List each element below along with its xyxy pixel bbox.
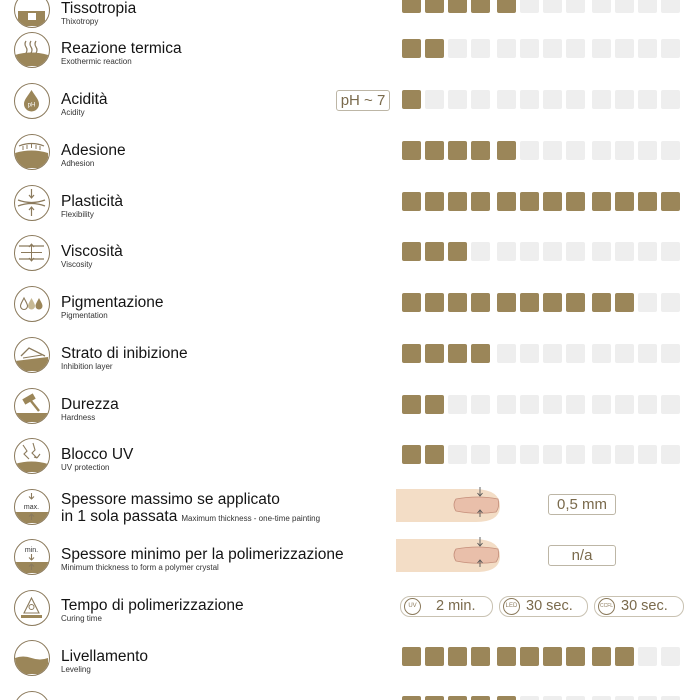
rating-cell-empty <box>592 0 611 13</box>
property-row-flexibility <box>0 182 700 232</box>
rating-cell-empty <box>638 445 657 464</box>
rating-cell-filled <box>543 192 562 211</box>
uv-time: 2 min. <box>436 598 476 614</box>
rating-cell-empty <box>661 445 680 464</box>
rating-cell-filled <box>543 293 562 312</box>
drops-icon <box>14 286 50 322</box>
rating-cell-filled <box>615 647 634 666</box>
rating-cell-empty <box>543 696 562 700</box>
rating-cell-filled <box>425 344 444 363</box>
rating-cell-empty <box>566 90 585 109</box>
rating-cell-empty <box>615 39 634 58</box>
flexibility-icon <box>14 185 50 221</box>
rating-cell-empty <box>566 0 585 13</box>
rating-cell-filled <box>471 647 490 666</box>
rating-cell-filled <box>425 39 444 58</box>
rating-cell-filled <box>402 242 421 261</box>
property-subtitle: Inhibition layer <box>61 362 113 371</box>
rating-cell-filled <box>497 141 516 160</box>
rating-cell-filled <box>448 0 467 13</box>
rating-cell-empty <box>448 90 467 109</box>
rating-cell-filled <box>497 293 516 312</box>
rating-cell-empty <box>661 141 680 160</box>
rating-cell-empty <box>497 90 516 109</box>
rating-cell-empty <box>520 696 539 700</box>
min-thickness-icon <box>14 539 50 575</box>
lamp-icon <box>14 590 50 626</box>
rating-cell-empty <box>615 90 634 109</box>
property-subtitle: Minimum thickness to form a polymer crystal <box>61 563 219 572</box>
uv-badge: UV <box>404 598 421 615</box>
ph-drop-icon <box>14 83 50 119</box>
property-subtitle: UV protection <box>61 463 110 472</box>
property-title: Reazione termica <box>61 40 182 57</box>
rating-cell-empty <box>520 90 539 109</box>
rating-cell-empty <box>638 90 657 109</box>
rating-cell-empty <box>615 395 634 414</box>
rating-cell-empty <box>615 141 634 160</box>
rating-cell-empty <box>543 395 562 414</box>
rating-cell-empty <box>638 293 657 312</box>
rating-cell-empty <box>471 395 490 414</box>
partial-icon <box>14 691 50 700</box>
adhesion-icon <box>14 134 50 170</box>
rating-cell-filled <box>402 445 421 464</box>
rating-cell-empty <box>566 696 585 700</box>
property-row-pigmentation <box>0 283 700 333</box>
rating-cell-filled <box>592 647 611 666</box>
rating-cell-empty <box>661 696 680 700</box>
rating-cell-filled <box>566 293 585 312</box>
rating-cell-empty <box>615 0 634 13</box>
property-title: Blocco UV <box>61 446 134 463</box>
rating-cell-filled <box>520 293 539 312</box>
rating-cell-empty <box>661 344 680 363</box>
rating-cell-empty <box>615 242 634 261</box>
rating-cell-empty <box>661 0 680 13</box>
rating-cell-empty <box>543 39 562 58</box>
rating-cell-filled <box>497 696 516 700</box>
thixotropy-icon <box>14 0 50 28</box>
rating-cell-empty <box>638 39 657 58</box>
rating-cell-empty <box>661 647 680 666</box>
curing-led-pill <box>499 596 588 617</box>
rating-cell-filled <box>425 395 444 414</box>
ph-value-badge: pH ~ 7 <box>336 90 390 111</box>
property-title: Spessore minimo per la polimerizzazione <box>61 546 344 563</box>
svg-text:pH: pH <box>27 102 36 109</box>
property-title: Viscosità <box>61 243 123 260</box>
rating-cell-empty <box>592 344 611 363</box>
property-row-viscosity <box>0 232 700 282</box>
rating-cell-filled <box>448 293 467 312</box>
rating-cell-filled <box>402 141 421 160</box>
rating-cell-empty <box>661 395 680 414</box>
rating-cell-empty <box>543 90 562 109</box>
rating-cell-filled <box>592 192 611 211</box>
rating-cell-empty <box>661 39 680 58</box>
rating-cell-empty <box>425 90 444 109</box>
property-title: Tissotropia <box>61 0 137 17</box>
property-row-inhibition-layer <box>0 334 700 384</box>
property-row-partial <box>0 688 700 700</box>
rating-cell-filled <box>402 344 421 363</box>
rating-cell-filled <box>402 395 421 414</box>
property-title: Pigmentazione <box>61 294 164 311</box>
rating-cell-empty <box>638 141 657 160</box>
heat-waves-icon <box>14 32 50 68</box>
property-title: Adesione <box>61 142 126 159</box>
rating-cell-filled <box>566 192 585 211</box>
rating-cell-empty <box>448 39 467 58</box>
rating-cell-filled <box>402 293 421 312</box>
rating-cell-empty <box>661 293 680 312</box>
viscosity-icon <box>14 235 50 271</box>
rating-cell-filled <box>402 0 421 13</box>
max-thickness-icon <box>14 489 50 525</box>
rating-cell-filled <box>520 192 539 211</box>
rating-cell-filled <box>425 696 444 700</box>
property-subtitle: Acidity <box>61 108 85 117</box>
rating-cell-empty <box>592 90 611 109</box>
ccfl-time: 30 sec. <box>621 598 668 614</box>
rating-cell-empty <box>543 242 562 261</box>
min-icon-label: min. <box>24 547 39 554</box>
rating-cell-empty <box>661 90 680 109</box>
rating-cell-empty <box>566 39 585 58</box>
rating-cell-filled <box>638 192 657 211</box>
rating-cell-empty <box>566 445 585 464</box>
rating-cell-empty <box>566 344 585 363</box>
rating-cell-filled <box>425 647 444 666</box>
max-thickness-title-line2: in 1 sola passata <box>61 508 178 525</box>
finger-nail-illustration <box>396 537 506 577</box>
rating-cell-filled <box>448 696 467 700</box>
property-subtitle: Viscosity <box>61 260 93 269</box>
rating-cell-filled <box>615 293 634 312</box>
property-subtitle: Exothermic reaction <box>61 57 132 66</box>
rating-cell-empty <box>638 395 657 414</box>
rating-cell-empty <box>543 445 562 464</box>
finger-nail-illustration <box>396 487 506 527</box>
property-row-uv-protection <box>0 435 700 485</box>
rating-cell-filled <box>471 344 490 363</box>
rating-cell-empty <box>497 242 516 261</box>
rating-cell-empty <box>566 242 585 261</box>
property-subtitle: Hardness <box>61 413 96 422</box>
ccfl-badge: CCFL <box>598 598 615 615</box>
rating-cell-filled <box>615 192 634 211</box>
rating-cell-empty <box>615 445 634 464</box>
rating-cell-empty <box>520 0 539 13</box>
rating-cell-filled <box>402 647 421 666</box>
property-subtitle: Thixotropy <box>61 17 99 26</box>
rating-cell-empty <box>638 647 657 666</box>
rating-cell-filled <box>448 344 467 363</box>
rating-cell-filled <box>471 192 490 211</box>
rating-cell-filled <box>402 192 421 211</box>
rating-cell-empty <box>592 39 611 58</box>
rating-cell-empty <box>615 696 634 700</box>
led-time: 30 sec. <box>526 598 573 614</box>
rating-cell-empty <box>520 141 539 160</box>
rating-cell-empty <box>543 141 562 160</box>
max-icon-label: max. <box>23 504 40 511</box>
rating-cell-empty <box>520 344 539 363</box>
uv-shield-icon <box>14 438 50 474</box>
property-title: Acidità <box>61 91 108 108</box>
property-subtitle: Curing time <box>61 614 102 623</box>
rating-cell-filled <box>448 242 467 261</box>
inhibition-layer-icon <box>14 337 50 373</box>
rating-cell-filled <box>471 141 490 160</box>
leveling-icon <box>14 640 50 676</box>
rating-cell-empty <box>471 242 490 261</box>
rating-cell-empty <box>520 242 539 261</box>
rating-cell-empty <box>448 395 467 414</box>
property-title: Durezza <box>61 396 119 413</box>
rating-cell-empty <box>615 344 634 363</box>
property-title: Plasticità <box>61 193 124 210</box>
rating-cell-filled <box>402 90 421 109</box>
rating-cell-empty <box>471 39 490 58</box>
property-subtitle: Pigmentation <box>61 311 108 320</box>
rating-cell-empty <box>592 445 611 464</box>
rating-cell-filled <box>448 192 467 211</box>
rating-cell-empty <box>497 445 516 464</box>
property-row-hardness <box>0 385 700 435</box>
rating-cell-empty <box>471 90 490 109</box>
rating-cell-empty <box>497 39 516 58</box>
rating-cell-filled <box>497 192 516 211</box>
rating-cell-empty <box>497 395 516 414</box>
rating-cell-filled <box>543 647 562 666</box>
max-thickness-value: 0,5 mm <box>548 494 616 515</box>
rating-cell-filled <box>448 141 467 160</box>
rating-cell-empty <box>592 242 611 261</box>
min-thickness-value: n/a <box>548 545 616 566</box>
property-subtitle: Flexibility <box>61 210 94 219</box>
property-row-min-thickness <box>0 536 700 586</box>
curing-uv-pill <box>400 596 493 617</box>
property-row-leveling <box>0 637 700 687</box>
rating-cell-empty <box>638 242 657 261</box>
rating-cell-filled <box>425 445 444 464</box>
rating-cell-filled <box>497 0 516 13</box>
rating-cell-filled <box>425 0 444 13</box>
rating-cell-empty <box>497 344 516 363</box>
property-row-max-thickness <box>0 486 700 536</box>
rating-cell-filled <box>425 192 444 211</box>
rating-cell-filled <box>425 242 444 261</box>
rating-cell-filled <box>497 647 516 666</box>
rating-cell-filled <box>471 0 490 13</box>
rating-cell-empty <box>448 445 467 464</box>
rating-cell-empty <box>566 141 585 160</box>
rating-cell-empty <box>661 242 680 261</box>
property-subtitle: Adhesion <box>61 159 95 168</box>
rating-cell-filled <box>402 39 421 58</box>
rating-cell-empty <box>543 0 562 13</box>
rating-cell-empty <box>566 395 585 414</box>
hammer-icon <box>14 388 50 424</box>
rating-cell-empty <box>638 0 657 13</box>
rating-cell-filled <box>520 647 539 666</box>
rating-cell-empty <box>520 39 539 58</box>
rating-cell-empty <box>592 696 611 700</box>
rating-cell-filled <box>592 293 611 312</box>
max-thickness-subtitle: Maximum thickness - one-time painting <box>181 514 321 523</box>
led-badge: LED <box>503 598 520 615</box>
property-title: Strato di inibizione <box>61 345 188 362</box>
rating-cell-filled <box>448 647 467 666</box>
rating-cell-filled <box>402 696 421 700</box>
rating-cell-filled <box>471 293 490 312</box>
property-row-curing-time <box>0 587 700 637</box>
rating-cell-empty <box>520 445 539 464</box>
property-row-adhesion <box>0 131 700 181</box>
rating-cell-empty <box>638 344 657 363</box>
rating-cell-filled <box>661 192 680 211</box>
rating-cell-empty <box>520 395 539 414</box>
property-row-exothermic <box>0 29 700 79</box>
rating-cell-empty <box>471 445 490 464</box>
rating-cell-filled <box>425 141 444 160</box>
rating-cell-filled <box>566 647 585 666</box>
rating-cell-empty <box>592 141 611 160</box>
max-thickness-title-line1: Spessore massimo se applicato <box>61 491 280 508</box>
rating-cell-empty <box>592 395 611 414</box>
property-title: Livellamento <box>61 648 149 665</box>
property-title: Tempo di polimerizzazione <box>61 597 244 614</box>
property-subtitle: Leveling <box>61 665 91 674</box>
rating-cell-filled <box>471 696 490 700</box>
rating-cell-empty <box>543 344 562 363</box>
property-row-acidity <box>0 80 700 130</box>
rating-cell-empty <box>638 696 657 700</box>
curing-ccfl-pill <box>594 596 684 617</box>
rating-cell-filled <box>425 293 444 312</box>
